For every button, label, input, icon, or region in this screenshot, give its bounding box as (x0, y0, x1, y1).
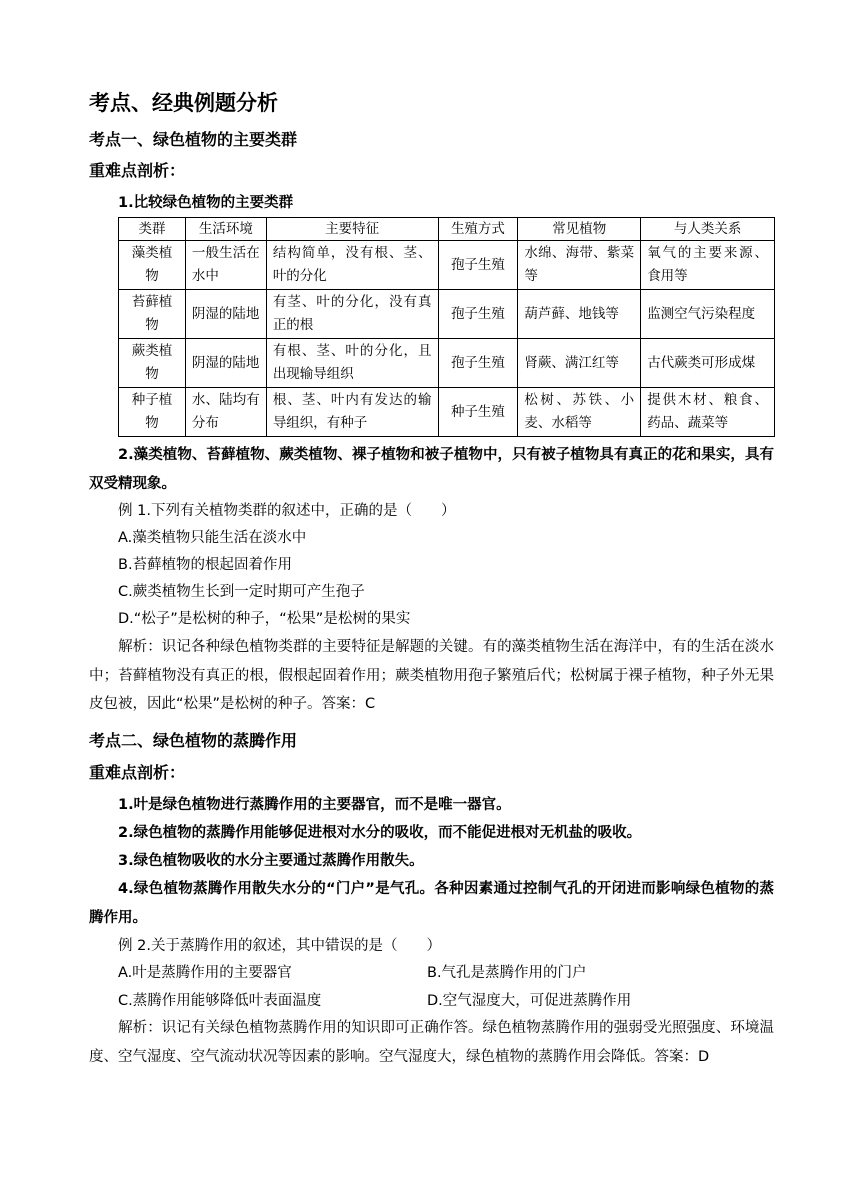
table-cell: 种子植物 (119, 388, 186, 437)
section2-point-2: 2.绿色植物的蒸腾作用能够促进根对水分的吸收，而不能促进根对无机盐的吸收。 (118, 825, 642, 841)
section2-subheading: 重难点剖析： (89, 763, 186, 782)
section2-point-1: 1.叶是绿色植物进行蒸腾作用的主要器官，而不是唯一器官。 (118, 797, 511, 813)
example1-question: 例 1.下列有关植物类群的叙述中，正确的是（ ） (118, 503, 456, 519)
table-cell: 蕨类植物 (119, 339, 186, 388)
table-header-row (119, 218, 775, 241)
table-row (119, 388, 775, 437)
table-cell: 肾蕨、满江红等 (518, 339, 641, 388)
example1-analysis: 解析：识记各种绿色植物类群的主要特征是解题的关键。有的藻类植物生活在海洋中，有的生活在淡水中；苔藓植物没有真正的根，假根起固着作用；蕨类植物用孢子繁殖后代；松树属于裸子植物，种子外无果皮包被，因此“松果”是松树的种子。答案：C (89, 639, 774, 713)
table-cell: 阴湿的陆地 (185, 290, 266, 339)
table-cell: 有根、茎、叶的分化，且出现输导组织 (266, 339, 438, 388)
table-header-cell: 与人类关系 (641, 218, 775, 241)
table-header-cell: 生殖方式 (438, 218, 518, 241)
section1-subheading: 重难点剖析： (89, 161, 186, 180)
example1-option-c: C.蕨类植物生长到一定时期可产生孢子 (118, 584, 365, 600)
table-row (119, 339, 775, 388)
table-cell: 监测空气污染程度 (641, 290, 775, 339)
example2-option-d: D.空气湿度大，可促进蒸腾作用 (427, 993, 632, 1009)
table-cell: 氧气的主要来源、食用等 (641, 241, 775, 290)
table-cell: 葫芦藓、地钱等 (518, 290, 641, 339)
example1-option-a: A.藻类植物只能生活在淡水中 (118, 530, 307, 546)
table-cell: 种子生殖 (438, 388, 518, 437)
table-cell: 根、茎、叶内有发达的输导组织，有种子 (266, 388, 438, 437)
table-cell: 藻类植物 (119, 241, 186, 290)
table-header-cell: 常见植物 (518, 218, 641, 241)
table-cell: 孢子生殖 (438, 290, 518, 339)
table-cell: 松树、苏铁、小麦、水稻等 (518, 388, 641, 437)
section1-point-2: 2.藻类植物、苔藓植物、蕨类植物、裸子植物和被子植物中，只有被子植物具有真正的花和果实，具有双受精现象。 (89, 447, 774, 492)
table-header-cell: 主要特征 (266, 218, 438, 241)
example2-analysis: 解析：识记有关绿色植物蒸腾作用的知识即可正确作答。绿色植物蒸腾作用的强弱受光照强度、环境温度、空气湿度、空气流动状况等因素的影响。空气湿度大，绿色植物的蒸腾作用会降低。答案：D (89, 1020, 774, 1065)
table-header-cell: 生活环境 (185, 218, 266, 241)
table-cell: 古代蕨类可形成煤 (641, 339, 775, 388)
table-cell: 一般生活在水中 (185, 241, 266, 290)
section2-heading: 考点二、绿色植物的蒸腾作用 (89, 731, 298, 750)
table-cell: 水、陆均有分布 (185, 388, 266, 437)
example1-option-d: D.“松子”是松树的种子，“松果”是松树的果实 (118, 611, 411, 627)
table-cell: 苔藓植物 (119, 290, 186, 339)
example2-question: 例 2.关于蒸腾作用的叙述，其中错误的是（ ） (118, 938, 441, 954)
table-cell: 水绵、海带、紫菜等 (518, 241, 641, 290)
section1-heading: 考点一、绿色植物的主要类群 (89, 130, 298, 149)
plant-groups-table (118, 217, 775, 437)
table-row (119, 290, 775, 339)
example1-option-b: B.苔藓植物的根起固着作用 (118, 557, 293, 573)
table-cell: 孢子生殖 (438, 339, 518, 388)
table-cell: 结构简单，没有根、茎、叶的分化 (266, 241, 438, 290)
example2-option-c: C.蒸腾作用能够降低叶表面温度 (118, 993, 322, 1009)
table-cell: 阴湿的陆地 (185, 339, 266, 388)
page-title: 考点、经典例题分析 (89, 91, 278, 115)
table-cell: 提供木材、粮食、药品、蔬菜等 (641, 388, 775, 437)
section1-point-1: 1.比较绿色植物的主要类群 (118, 195, 294, 211)
table-cell: 孢子生殖 (438, 241, 518, 290)
table-cell: 有茎、叶的分化，没有真正的根 (266, 290, 438, 339)
table-row (119, 241, 775, 290)
section2-point-3: 3.绿色植物吸收的水分主要通过蒸腾作用散失。 (118, 853, 424, 869)
table-header-cell: 类群 (119, 218, 186, 241)
example2-option-b: B.气孔是蒸腾作用的门户 (427, 965, 587, 981)
example2-option-a: A.叶是蒸腾作用的主要器官 (118, 965, 292, 981)
section2-point-4: 4.绿色植物蒸腾作用散失水分的“门户”是气孔。各种因素通过控制气孔的开闭进而影响绿色植物的蒸腾作用。 (89, 881, 774, 926)
